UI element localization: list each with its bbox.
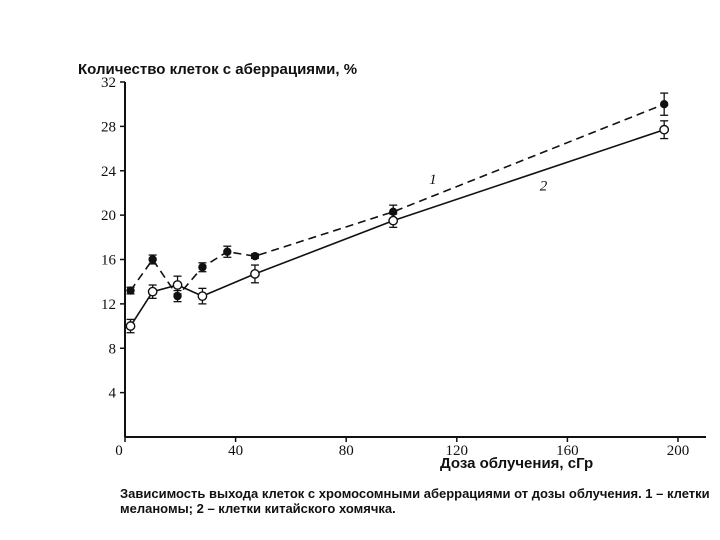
y-tick-label: 32 bbox=[101, 75, 116, 91]
series-line bbox=[131, 104, 665, 296]
y-tick-label: 24 bbox=[101, 163, 116, 180]
data-point bbox=[198, 292, 206, 300]
series-line bbox=[131, 130, 665, 326]
data-point bbox=[660, 126, 668, 134]
y-tick-label: 16 bbox=[101, 252, 116, 269]
x-tick-label: 200 bbox=[666, 443, 690, 459]
data-point bbox=[126, 322, 134, 330]
data-point bbox=[251, 270, 259, 278]
data-point bbox=[199, 264, 206, 271]
data-point bbox=[251, 253, 258, 260]
x-tick-label: 0 bbox=[115, 443, 123, 459]
axes bbox=[101, 75, 706, 459]
x-tick-label: 40 bbox=[228, 443, 244, 459]
series-label: 2 bbox=[539, 178, 548, 195]
y-tick-label: 12 bbox=[101, 296, 116, 313]
x-tick-label: 80 bbox=[338, 443, 354, 459]
series-layer bbox=[126, 93, 668, 333]
x-tick-label: 120 bbox=[445, 443, 469, 459]
y-axis-title: Количество клеток с аберрациями, % bbox=[78, 61, 358, 78]
series-label: 1 bbox=[429, 172, 437, 189]
series-1 bbox=[127, 93, 669, 302]
x-tick-label: 160 bbox=[556, 443, 579, 459]
data-point bbox=[148, 287, 156, 295]
y-tick-label: 28 bbox=[101, 119, 116, 136]
y-tick-label: 4 bbox=[108, 385, 116, 402]
y-tick-label: 20 bbox=[101, 208, 116, 225]
data-point bbox=[661, 101, 668, 108]
figure-caption: Зависимость выхода клеток с хромосомными аберрациями от дозы облучения. 1 – клетки меланомы; 2 – клетки китайского хомячка. bbox=[120, 486, 710, 516]
data-point bbox=[389, 216, 397, 224]
data-point bbox=[127, 287, 134, 294]
x-axis-title: Доза облучения, сГр bbox=[440, 455, 594, 472]
data-point bbox=[224, 248, 231, 255]
series-2 bbox=[126, 121, 668, 333]
data-point bbox=[149, 256, 156, 263]
y-tick-label: 8 bbox=[108, 341, 116, 358]
data-point bbox=[173, 281, 181, 289]
